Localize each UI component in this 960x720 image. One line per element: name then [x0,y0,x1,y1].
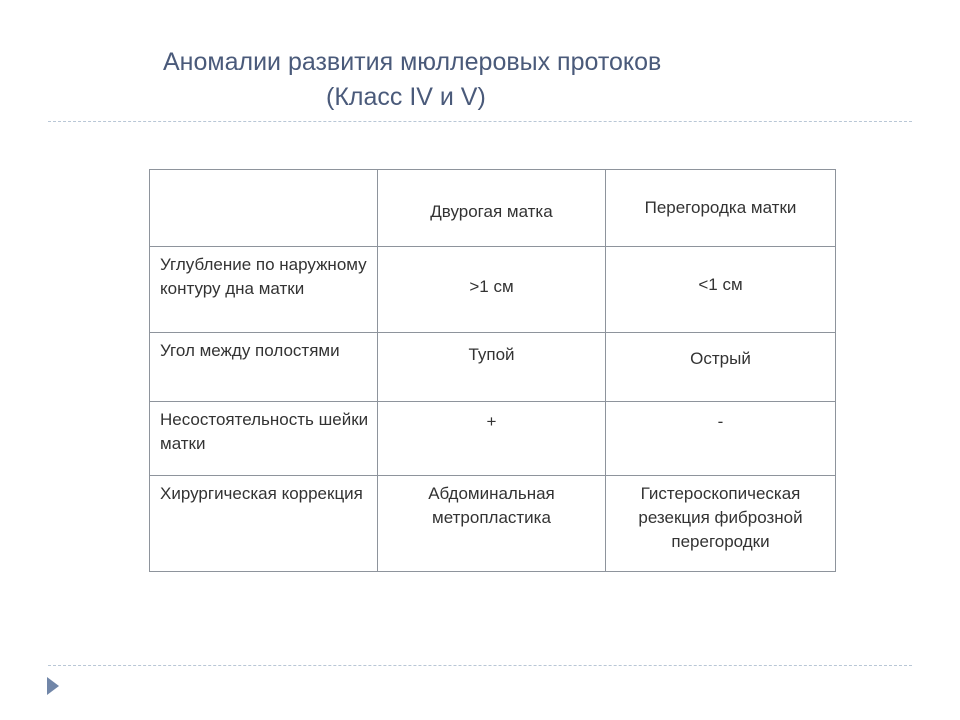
table-row [150,333,836,402]
slide-title-line1: Аномалии развития мюллеровых протоков [163,48,662,76]
table-header-bicornuate: Двурогая матка [378,170,606,247]
row-label: Углубление по наружному контуру дна матки [150,247,378,333]
cell-septate: Гистероскопическая резекция фиброзной перегородки [606,476,836,572]
table-header-empty [150,170,378,247]
table-row [150,476,836,572]
cell-bicornuate: Тупой [378,333,606,402]
table-header-septate: Перегородка матки [606,170,836,247]
cell-bicornuate: >1 см [378,247,606,333]
cell-bicornuate: + [378,402,606,476]
cell-bicornuate: Абдоминальная метропластика [378,476,606,572]
slide-title-line2: (Класс IV и V) [326,83,486,111]
cell-septate: <1 см [606,247,836,333]
row-label: Несостоятельность шейки матки [150,402,378,476]
triangle-bullet-icon [47,677,59,695]
comparison-table [149,169,836,572]
row-label: Хирургическая коррекция [150,476,378,572]
cell-septate: Острый [606,333,836,402]
table-row [150,247,836,333]
cell-septate: - [606,402,836,476]
table-header-row [150,170,836,247]
row-label: Угол между полостями [150,333,378,402]
bottom-dashed-divider [48,665,912,666]
table-row [150,402,836,476]
top-dashed-divider [48,121,912,122]
